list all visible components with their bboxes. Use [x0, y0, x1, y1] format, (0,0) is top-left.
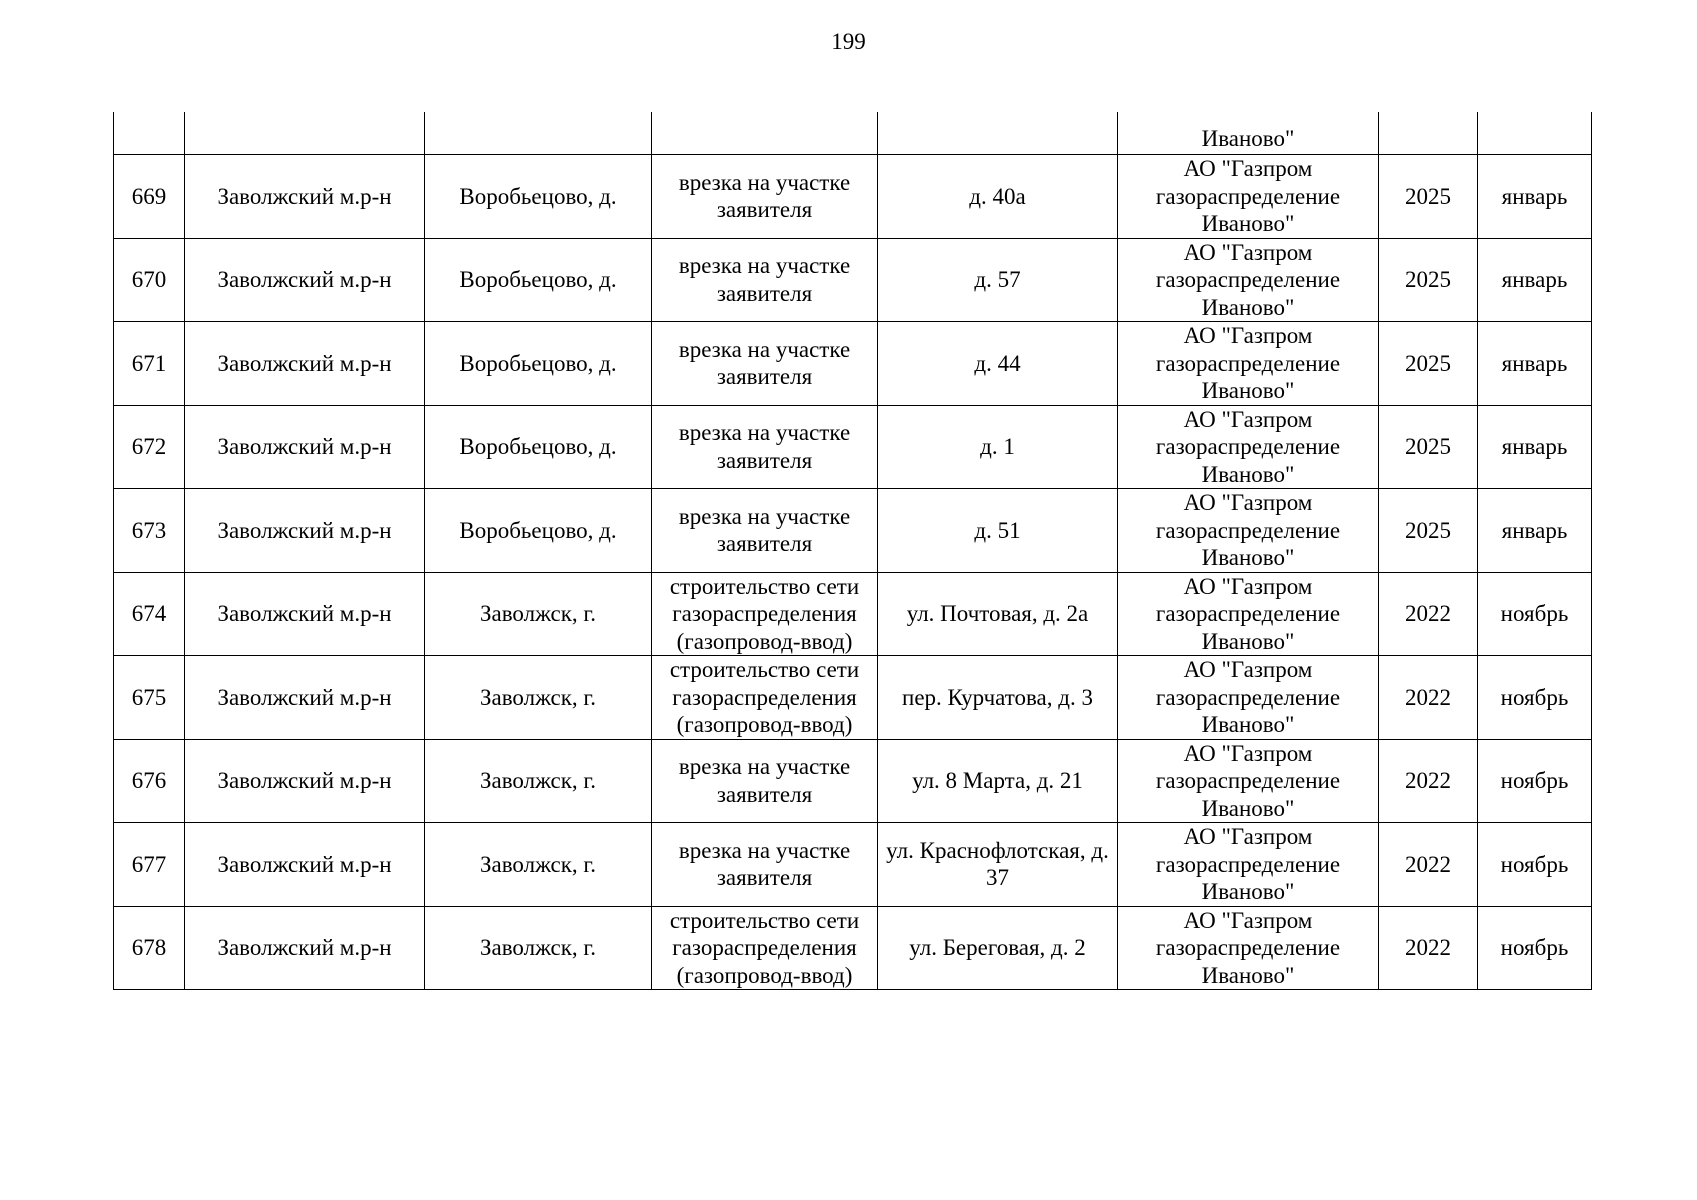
cell-district: Заволжский м.р-н: [185, 322, 425, 406]
table-row: [114, 238, 1592, 322]
cell-settlement: Заволжск, г.: [425, 906, 652, 990]
table-row: [114, 656, 1592, 740]
table-row: [114, 405, 1592, 489]
cell-settlement: Заволжск, г.: [425, 656, 652, 740]
cell-address: д. 51: [878, 489, 1118, 573]
cell-work-type: врезка на участке заявителя: [652, 322, 878, 406]
cell-work-type: врезка на участке заявителя: [652, 739, 878, 823]
cell-organization: АО "Газпром газораспределение Иваново": [1118, 823, 1379, 907]
table-row: [114, 739, 1592, 823]
cell-district: Заволжский м.р-н: [185, 238, 425, 322]
cell-address: д. 40а: [878, 155, 1118, 239]
cell-no: 678: [114, 906, 185, 990]
cell-work-type: врезка на участке заявителя: [652, 823, 878, 907]
cell-month: ноябрь: [1478, 906, 1592, 990]
cell-work-type: строительство сети газораспределения (газопровод-ввод): [652, 656, 878, 740]
cell-district: Заволжский м.р-н: [185, 906, 425, 990]
cell-address: ул. Береговая, д. 2: [878, 906, 1118, 990]
cell-settlement: Воробьецово, д.: [425, 238, 652, 322]
page-number: 199: [831, 29, 866, 54]
cell-address: д. 57: [878, 238, 1118, 322]
cell-year: 2022: [1379, 906, 1478, 990]
cell-month: ноябрь: [1478, 823, 1592, 907]
cell-year: 2022: [1379, 739, 1478, 823]
cell-month: январь: [1478, 238, 1592, 322]
cell-address: ул. 8 Марта, д. 21: [878, 739, 1118, 823]
cell-work-type: врезка на участке заявителя: [652, 489, 878, 573]
table-row: [114, 906, 1592, 990]
cell-organization: Иваново": [1118, 112, 1379, 155]
cell-district: Заволжский м.р-н: [185, 489, 425, 573]
cell-settlement: Воробьецово, д.: [425, 322, 652, 406]
cell-organization: АО "Газпром газораспределение Иваново": [1118, 405, 1379, 489]
cell-district: Заволжский м.р-н: [185, 656, 425, 740]
cell-district: [185, 112, 425, 155]
cell-no: 675: [114, 656, 185, 740]
cell-year: 2025: [1379, 405, 1478, 489]
gasification-table: [113, 112, 1592, 990]
cell-work-type: врезка на участке заявителя: [652, 405, 878, 489]
table-row: [114, 489, 1592, 573]
cell-organization: АО "Газпром газораспределение Иваново": [1118, 155, 1379, 239]
cell-year: 2025: [1379, 155, 1478, 239]
table-row: [114, 572, 1592, 656]
cell-month: январь: [1478, 489, 1592, 573]
cell-month: ноябрь: [1478, 656, 1592, 740]
cell-month: ноябрь: [1478, 739, 1592, 823]
cell-work-type: врезка на участке заявителя: [652, 238, 878, 322]
cell-year: [1379, 112, 1478, 155]
cell-organization: АО "Газпром газораспределение Иваново": [1118, 489, 1379, 573]
cell-organization: АО "Газпром газораспределение Иваново": [1118, 656, 1379, 740]
cell-organization: АО "Газпром газораспределение Иваново": [1118, 238, 1379, 322]
cell-work-type: строительство сети газораспределения (газопровод-ввод): [652, 572, 878, 656]
cell-address: ул. Краснофлотская, д. 37: [878, 823, 1118, 907]
cell-district: Заволжский м.р-н: [185, 572, 425, 656]
cell-settlement: Воробьецово, д.: [425, 489, 652, 573]
cell-district: Заволжский м.р-н: [185, 823, 425, 907]
table-row: [114, 823, 1592, 907]
cell-no: 674: [114, 572, 185, 656]
cell-organization: АО "Газпром газораспределение Иваново": [1118, 739, 1379, 823]
cell-settlement: [425, 112, 652, 155]
cell-month: январь: [1478, 155, 1592, 239]
cell-organization: АО "Газпром газораспределение Иваново": [1118, 322, 1379, 406]
cell-work-type: [652, 112, 878, 155]
cell-address: ул. Почтовая, д. 2а: [878, 572, 1118, 656]
cell-no: 670: [114, 238, 185, 322]
cell-organization: АО "Газпром газораспределение Иваново": [1118, 906, 1379, 990]
cell-work-type: строительство сети газораспределения (газопровод-ввод): [652, 906, 878, 990]
cell-address: [878, 112, 1118, 155]
cell-no: [114, 112, 185, 155]
cell-settlement: Заволжск, г.: [425, 572, 652, 656]
cell-year: 2025: [1379, 238, 1478, 322]
cell-year: 2022: [1379, 656, 1478, 740]
cell-year: 2025: [1379, 489, 1478, 573]
cell-district: Заволжский м.р-н: [185, 155, 425, 239]
cell-no: 677: [114, 823, 185, 907]
cell-district: Заволжский м.р-н: [185, 405, 425, 489]
cell-no: 676: [114, 739, 185, 823]
cell-settlement: Заволжск, г.: [425, 823, 652, 907]
cell-address: пер. Курчатова, д. 3: [878, 656, 1118, 740]
cell-no: 673: [114, 489, 185, 573]
cell-year: 2022: [1379, 572, 1478, 656]
cell-month: январь: [1478, 405, 1592, 489]
cell-month: январь: [1478, 322, 1592, 406]
cell-settlement: Воробьецово, д.: [425, 405, 652, 489]
cell-no: 672: [114, 405, 185, 489]
table-body: [114, 112, 1592, 990]
table-row: [114, 155, 1592, 239]
cell-year: 2022: [1379, 823, 1478, 907]
cell-no: 671: [114, 322, 185, 406]
cell-year: 2025: [1379, 322, 1478, 406]
cell-no: 669: [114, 155, 185, 239]
cell-district: Заволжский м.р-н: [185, 739, 425, 823]
cell-month: ноябрь: [1478, 572, 1592, 656]
cell-work-type: врезка на участке заявителя: [652, 155, 878, 239]
table-row: [114, 322, 1592, 406]
cell-settlement: Заволжск, г.: [425, 739, 652, 823]
cell-address: д. 44: [878, 322, 1118, 406]
table-row-continuation: [114, 112, 1592, 155]
cell-address: д. 1: [878, 405, 1118, 489]
cell-organization: АО "Газпром газораспределение Иваново": [1118, 572, 1379, 656]
cell-settlement: Воробьецово, д.: [425, 155, 652, 239]
cell-month: [1478, 112, 1592, 155]
